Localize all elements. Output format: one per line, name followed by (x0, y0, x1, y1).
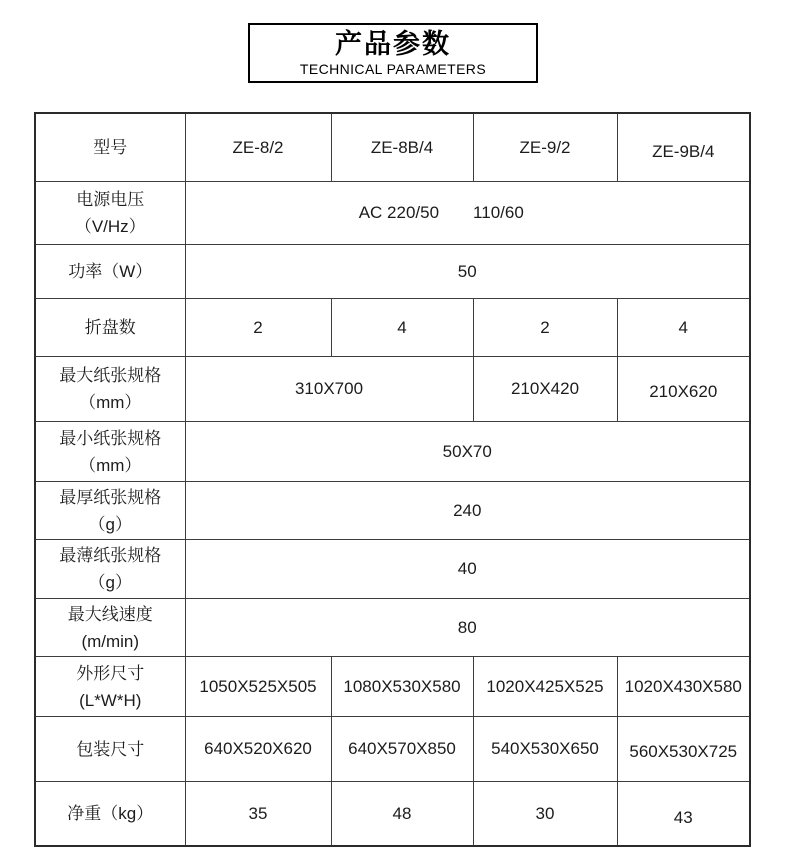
model-name-ze-8b-4: ZE-8B/4 (331, 113, 473, 182)
row-label-line2: （mm） (79, 455, 142, 475)
row-label-model: 型号 (35, 113, 185, 182)
folding-plates-row (35, 299, 750, 357)
row-label-package-size: 包装尺寸 (35, 717, 185, 782)
row-label-line1: 最小纸张规格 (59, 428, 162, 448)
min-paper-weight-value-cell: 40 (185, 540, 750, 599)
row-label-line2: (m/min) (81, 631, 140, 651)
max-paper-size-value-3: 210X420 (473, 357, 617, 422)
dimensions-value-1: 1050X525X505 (185, 657, 331, 717)
row-label-net-weight: 净重（kg） (35, 782, 185, 847)
max-paper-weight-value-cell: 240 (185, 482, 750, 540)
power-row (35, 245, 750, 299)
power-voltage-row (35, 182, 750, 245)
net-weight-value-3: 30 (473, 782, 617, 847)
min-paper-weight-row (35, 540, 750, 599)
min-paper-size-value-cell: 50X70 (185, 422, 750, 482)
folding-plates-value-4: 4 (617, 299, 750, 357)
dimensions-row (35, 657, 750, 717)
row-label-line2: （mm） (79, 393, 142, 412)
row-label-line2: （g） (88, 514, 132, 534)
net-weight-value-4: 43 (617, 782, 750, 847)
model-name-ze-9b-4: ZE-9B/4 (617, 113, 750, 182)
net-weight-row (35, 782, 750, 847)
row-label-line1: 最大线速度 (67, 604, 153, 624)
max-paper-weight-row (35, 482, 750, 540)
power-voltage-value-cell (185, 182, 750, 245)
technical-parameters-table (34, 112, 751, 847)
max-paper-size-value-4: 210X620 (617, 357, 750, 422)
row-label-line1: 最薄纸张规格 (59, 546, 162, 565)
max-paper-size-merged-cell: 310X700 (185, 357, 473, 422)
row-label-dimensions (35, 657, 185, 717)
package-size-value-4: 560X530X725 (617, 717, 750, 782)
dimensions-value-4: 1020X430X580 (617, 657, 750, 717)
folding-plates-value-3: 2 (473, 299, 617, 357)
row-label-line1: 最厚纸张规格 (59, 487, 162, 507)
row-label-line1: 外形尺寸 (76, 663, 145, 683)
max-line-speed-value-cell: 80 (185, 599, 750, 657)
row-label-power: 功率（W） (35, 245, 185, 299)
package-size-row (35, 717, 750, 782)
title-box (248, 23, 538, 83)
net-weight-value-2: 48 (331, 782, 473, 847)
voltage-value-220: AC 220/50 (358, 203, 440, 222)
package-size-value-1: 640X520X620 (185, 717, 331, 782)
net-weight-value-1: 35 (185, 782, 331, 847)
row-label-min-paper-weight (35, 540, 185, 599)
row-label-power-voltage (35, 182, 185, 245)
model-name-ze-8-2: ZE-8/2 (185, 113, 331, 182)
row-label-min-paper-size (35, 422, 185, 482)
page-title-english: TECHNICAL PARAMETERS (299, 61, 487, 78)
row-label-max-line-speed (35, 599, 185, 657)
row-label-line2: （V/Hz） (74, 217, 146, 236)
power-value-cell: 50 (185, 245, 750, 299)
package-size-value-2: 640X570X850 (331, 717, 473, 782)
max-paper-size-row (35, 357, 750, 422)
row-label-line2: （g） (88, 573, 132, 592)
min-paper-size-row (35, 422, 750, 482)
row-label-line2: (L*W*H) (79, 690, 142, 710)
model-name-ze-9-2: ZE-9/2 (473, 113, 617, 182)
folding-plates-value-2: 4 (331, 299, 473, 357)
voltage-value-110: 110/60 (473, 203, 524, 222)
table-header-row (35, 113, 750, 182)
max-line-speed-row (35, 599, 750, 657)
row-label-folding-plates: 折盘数 (35, 299, 185, 357)
package-size-value-3: 540X530X650 (473, 717, 617, 782)
row-label-max-paper-weight (35, 482, 185, 540)
dimensions-value-2: 1080X530X580 (331, 657, 473, 717)
page-title-chinese: 产品参数 (335, 29, 451, 59)
dimensions-value-3: 1020X425X525 (473, 657, 617, 717)
row-label-line1: 最大纸张规格 (59, 366, 162, 385)
folding-plates-value-1: 2 (185, 299, 331, 357)
row-label-line1: 电源电压 (76, 190, 145, 209)
row-label-max-paper-size (35, 357, 185, 422)
